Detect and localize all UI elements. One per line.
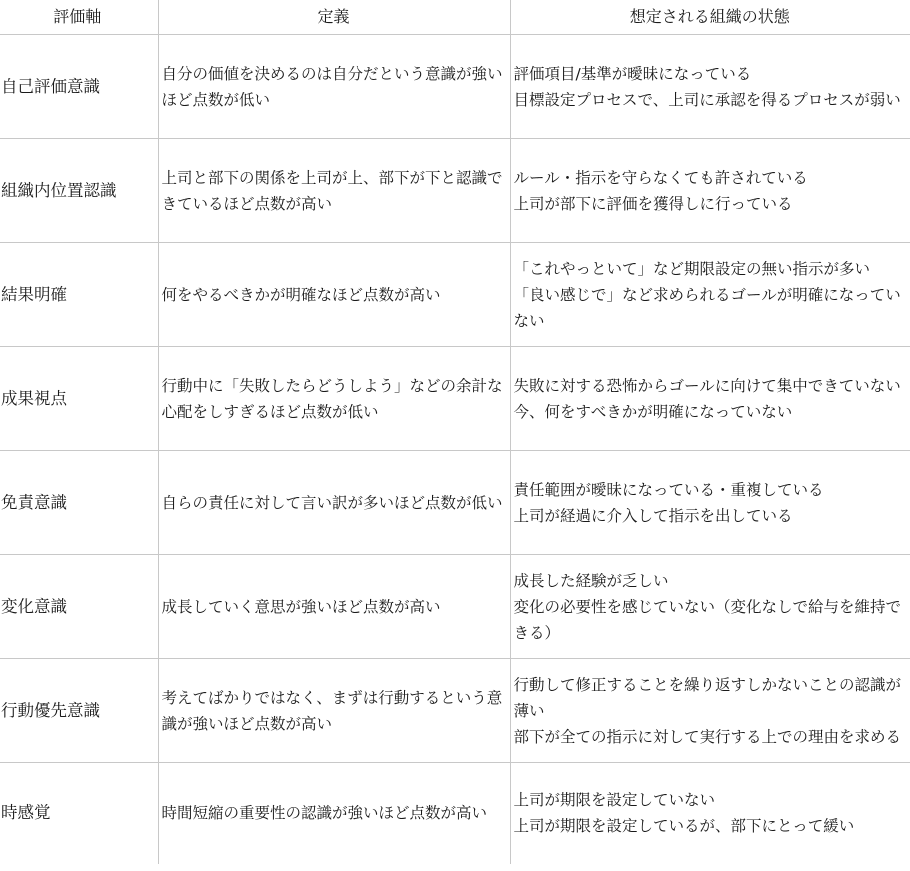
table-row: [0, 139, 910, 243]
state-line: 行動して修正することを繰り返すしかないことの認識が薄い: [513, 675, 902, 720]
state-line: 「良い感じで」など求められるゴールが明確になっていない: [513, 285, 901, 330]
definition-cell: 時間短縮の重要性の認識が強いほど点数が高い: [158, 763, 510, 864]
definition-cell: 考えてばかりではなく、まずは行動するという意識が強いほど点数が高い: [158, 659, 510, 763]
state-cell: [510, 555, 910, 659]
definition-cell: 自分の価値を決めるのは自分だという意識が強いほど点数が低い: [158, 35, 510, 139]
state-cell: [510, 451, 910, 555]
definition-cell: 成長していく意思が強いほど点数が高い: [158, 555, 510, 659]
table-row: [0, 555, 910, 659]
header-row: [0, 0, 910, 35]
definition-cell: 行動中に「失敗したらどうしよう」などの余計な心配をしすぎるほど点数が低い: [158, 347, 510, 451]
state-line: 目標設定プロセスで、上司に承認を得るプロセスが弱い: [513, 90, 901, 109]
header-state: 想定される組織の状態: [510, 0, 910, 35]
state-line: 「これやっといて」など期限設定の無い指示が多い: [513, 259, 871, 278]
header-definition: 定義: [158, 0, 510, 35]
state-line: 失敗に対する恐怖からゴールに向けて集中できていない: [513, 376, 901, 395]
axis-cell: 変化意識: [0, 555, 158, 659]
state-line: 今、何をすべきかが明確になっていない: [513, 402, 793, 421]
state-line: 評価項目/基準が曖昧になっている: [513, 64, 752, 83]
table-row: [0, 347, 910, 451]
header-axis: 評価軸: [0, 0, 158, 35]
state-cell: [510, 243, 910, 347]
table-row: [0, 763, 910, 864]
state-cell: [510, 763, 910, 864]
state-line: 上司が期限を設定しているが、部下にとって緩い: [513, 817, 855, 836]
table-row: [0, 659, 910, 763]
state-line: 上司が経過に介入して指示を出している: [513, 506, 793, 525]
axis-cell: 免責意識: [0, 451, 158, 555]
state-line: 部下が全ての指示に対して実行する上での理由を求める: [513, 727, 902, 746]
state-cell: [510, 347, 910, 451]
state-line: 上司が部下に評価を獲得しに行っている: [513, 194, 793, 213]
table-row: [0, 35, 910, 139]
axis-cell: 行動優先意識: [0, 659, 158, 763]
axis-cell: 成果視点: [0, 347, 158, 451]
state-line: 変化の必要性を感じていない（変化なしで給与を維持できる）: [513, 597, 902, 642]
table-row: [0, 451, 910, 555]
state-line: 責任範囲が曖昧になっている・重複している: [513, 480, 824, 499]
definition-cell: 上司と部下の関係を上司が上、部下が下と認識できているほど点数が高い: [158, 139, 510, 243]
axis-cell: 組織内位置認識: [0, 139, 158, 243]
axis-cell: 結果明確: [0, 243, 158, 347]
state-line: ルール・指示を守らなくても許されている: [513, 168, 808, 187]
state-cell: [510, 35, 910, 139]
table-row: [0, 243, 910, 347]
axis-cell: 自己評価意識: [0, 35, 158, 139]
state-cell: [510, 139, 910, 243]
state-line: 上司が期限を設定していない: [513, 791, 716, 810]
state-line: 成長した経験が乏しい: [513, 571, 669, 590]
definition-cell: 何をやるべきかが明確なほど点数が高い: [158, 243, 510, 347]
axis-cell: 時感覚: [0, 763, 158, 864]
state-cell: [510, 659, 910, 763]
definition-cell: 自らの責任に対して言い訳が多いほど点数が低い: [158, 451, 510, 555]
